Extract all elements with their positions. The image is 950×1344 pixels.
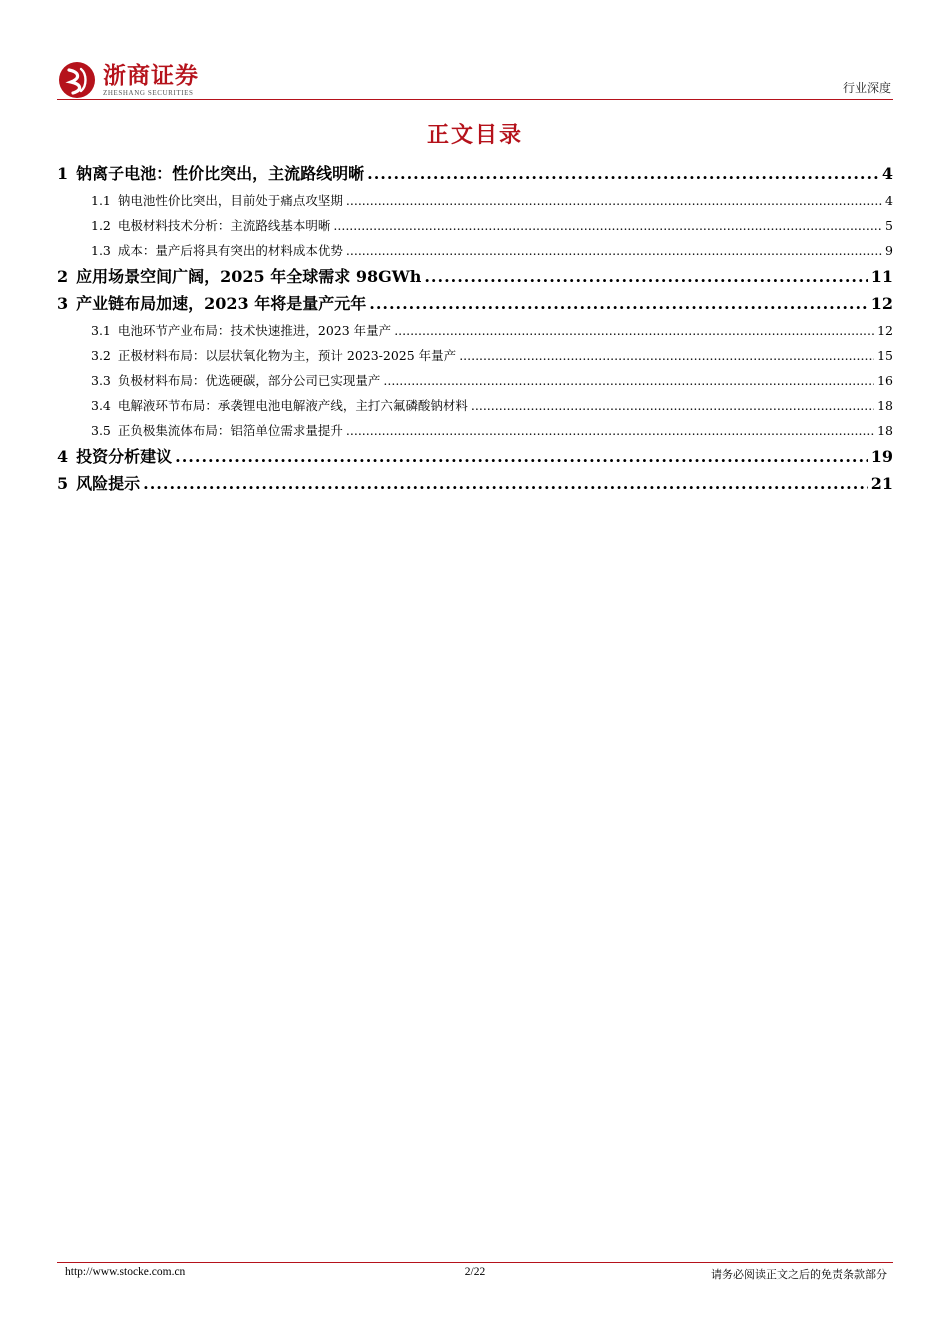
toc-entry[interactable]	[57, 318, 893, 343]
toc-entry-number: 3.5	[91, 422, 111, 438]
toc-entry[interactable]	[57, 263, 893, 291]
toc-leader-dots	[369, 290, 867, 317]
toc-entry[interactable]	[57, 368, 893, 393]
toc-leader-dots	[367, 160, 879, 187]
toc-leader-dots	[346, 418, 874, 443]
toc-entry[interactable]	[57, 443, 893, 471]
toc-entry-page: 18	[877, 397, 893, 413]
toc-entry[interactable]	[57, 160, 893, 188]
footer-disclaimer-note: 请务必阅读正文之后的免责条款部分	[711, 1268, 887, 1281]
company-logo	[57, 58, 199, 102]
logo-emblem-icon	[57, 60, 97, 100]
logo-cn-text: 浙商证券	[103, 62, 199, 89]
page-footer	[57, 1266, 893, 1282]
toc-entry-page: 12	[877, 322, 893, 338]
toc-entry-title: 钠离子电池：性价比突出，主流路线明晰	[76, 164, 365, 183]
toc-entry-title: 应用场景空间广阔，2025 年全球需求 98GWh	[76, 266, 422, 286]
footer-url-link[interactable]: http://www.stocke.com.cn	[65, 1266, 186, 1278]
toc-entry-number: 3.4	[91, 397, 111, 413]
toc-leader-dots	[394, 318, 874, 343]
toc-entry-title: 电极材料技术分析：主流路线基本明晰	[117, 217, 331, 233]
toc-entry-title: 电解液环节布局：承袭锂电池电解液产线，主打六氟磷酸钠材料	[117, 397, 468, 413]
toc-entry-title: 产业链布局加速，2023 年将是量产元年	[76, 294, 367, 313]
toc-entry-page: 11	[870, 266, 893, 286]
toc-entry-number: 3.3	[91, 372, 111, 388]
toc-entry[interactable]	[57, 188, 893, 213]
toc-leader-dots	[175, 443, 868, 470]
toc-entry-title: 钠电池性价比突出，目前处于痛点攻坚期	[117, 192, 343, 208]
toc-entry[interactable]	[57, 393, 893, 418]
toc-entry-page: 4	[885, 192, 893, 208]
toc-entry-number: 1.1	[91, 192, 111, 208]
toc-entry[interactable]	[57, 290, 893, 318]
toc-entry-page: 5	[885, 217, 893, 233]
toc-entry-page: 12	[870, 294, 893, 313]
toc-entry-title: 正极材料布局：以层状氧化物为主，预计 2023-2025 年量产	[117, 347, 457, 363]
toc-entry-title: 正负极集流体布局：铝箔单位需求量提升	[117, 422, 343, 438]
toc-entry-page: 21	[870, 474, 893, 493]
toc-entry[interactable]	[57, 470, 893, 498]
toc-leader-dots	[459, 343, 874, 368]
report-category: 行业深度	[842, 81, 891, 95]
footer-page-number: 2/22	[464, 1266, 486, 1278]
toc-entry-title: 电池环节产业布局：技术快速推进，2023 年量产	[117, 322, 392, 338]
toc-leader-dots	[346, 188, 882, 213]
toc-entry[interactable]	[57, 238, 893, 263]
toc-leader-dots	[383, 368, 874, 393]
toc-leader-dots	[143, 470, 868, 497]
toc-leader-dots	[346, 238, 882, 263]
toc-entry-number: 3.1	[91, 322, 111, 338]
header-divider	[57, 99, 893, 100]
toc-entry-number: 3	[57, 294, 69, 313]
toc-entry-number: 3.2	[91, 347, 111, 363]
toc-entry-number: 1	[57, 164, 69, 183]
toc-entry-title: 负极材料布局：优选硬碳，部分公司已实现量产	[117, 372, 381, 388]
toc-entry-number: 1.2	[91, 217, 111, 233]
toc-entry-number: 2	[57, 266, 69, 286]
page-title: 正文目录	[426, 123, 523, 148]
toc-entry[interactable]	[57, 418, 893, 443]
toc-leader-dots	[424, 263, 867, 290]
toc-entry-title: 成本：量产后将具有突出的材料成本优势	[117, 242, 343, 258]
toc-entry-page: 18	[877, 422, 893, 438]
toc-entry-title: 投资分析建议	[76, 446, 173, 466]
toc-entry-number: 1.3	[91, 242, 111, 258]
toc-leader-dots	[333, 213, 882, 238]
toc-entry-page: 15	[877, 347, 893, 363]
toc-entry-page: 19	[870, 446, 893, 466]
toc-entry-page: 16	[877, 372, 893, 388]
toc-entry-page: 4	[881, 164, 893, 183]
footer-divider	[57, 1262, 893, 1263]
logo-en-text: ZHESHANG SECURITIES	[103, 88, 194, 97]
toc-entry[interactable]	[57, 343, 893, 368]
toc-entry-number: 4	[57, 446, 69, 466]
toc-entry-number: 5	[57, 474, 69, 493]
page-header	[57, 54, 893, 102]
table-of-contents	[57, 160, 893, 498]
toc-entry-title: 风险提示	[76, 474, 141, 493]
toc-entry-page: 9	[885, 242, 893, 258]
toc-entry[interactable]	[57, 213, 893, 238]
toc-leader-dots	[471, 393, 874, 418]
